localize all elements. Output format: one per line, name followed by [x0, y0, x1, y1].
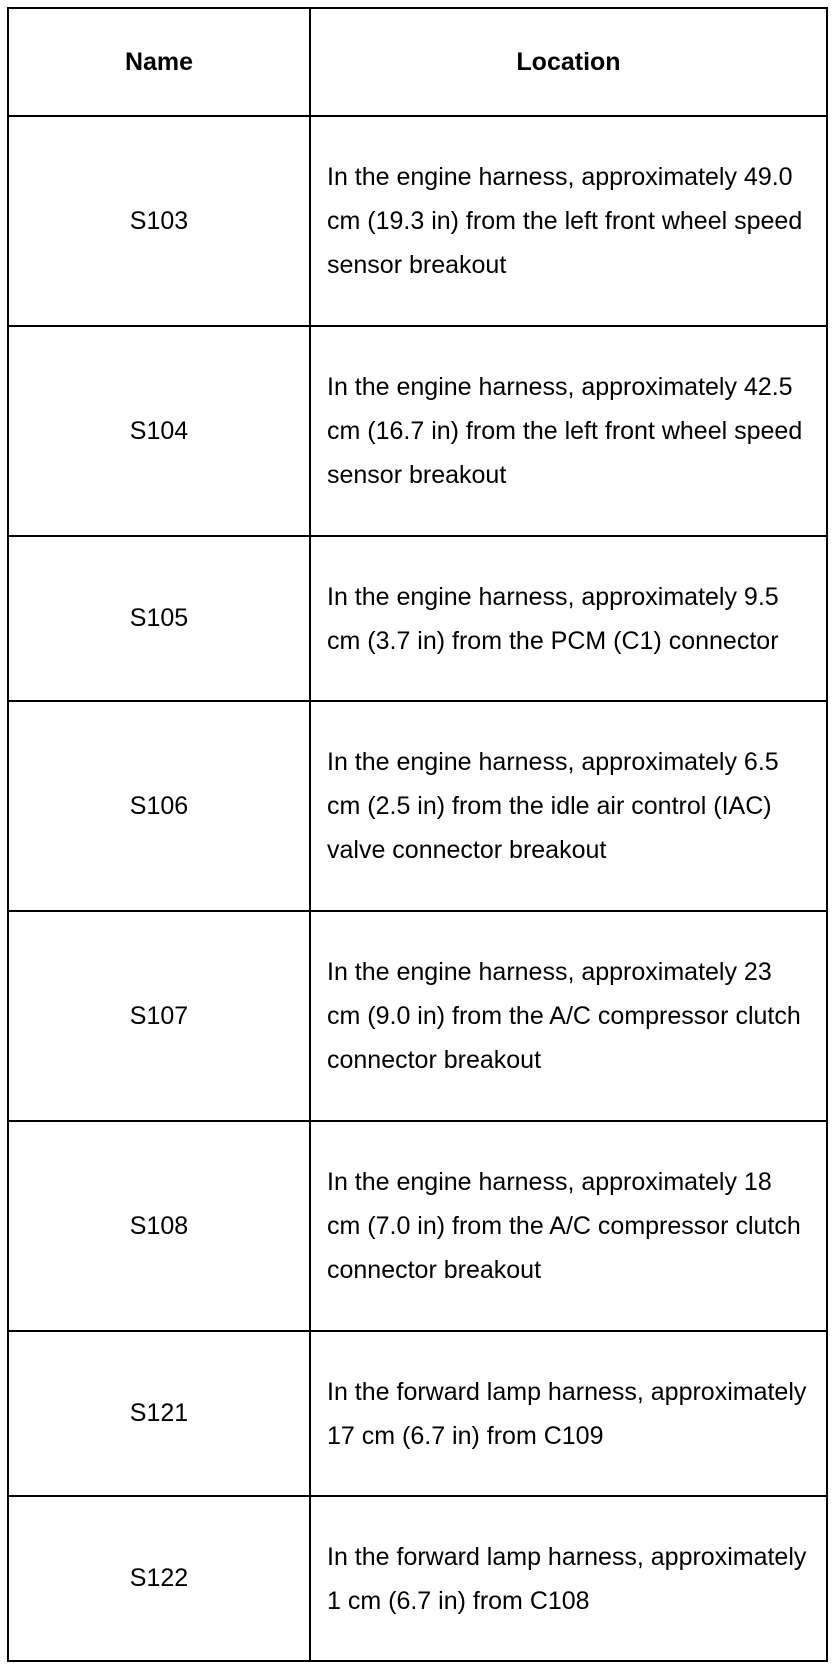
- table-row: [8, 701, 827, 911]
- splice-name: S105: [8, 536, 310, 701]
- table-row: [8, 116, 827, 326]
- splice-location: In the engine harness, approximately 9.5 cm (3.7 in) from the PCM (C1) connector: [310, 536, 827, 701]
- splice-location: In the engine harness, approximately 6.5 cm (2.5 in) from the idle air control (IAC) valve connector breakout: [310, 701, 827, 911]
- splice-name: S106: [8, 701, 310, 911]
- splice-location: In the forward lamp harness, approximately 17 cm (6.7 in) from C109: [310, 1331, 827, 1496]
- splice-name: S103: [8, 116, 310, 326]
- table-row: [8, 911, 827, 1121]
- table-row: [8, 1496, 827, 1661]
- splice-location-table: [7, 7, 828, 1662]
- splice-location: In the engine harness, approximately 49.0 cm (19.3 in) from the left front wheel speed sensor breakout: [310, 116, 827, 326]
- location-column-header: Location: [310, 8, 827, 116]
- table-row: [8, 1121, 827, 1331]
- table-row: [8, 1331, 827, 1496]
- splice-location: In the engine harness, approximately 18 cm (7.0 in) from the A/C compressor clutch connector breakout: [310, 1121, 827, 1331]
- table-row: [8, 326, 827, 536]
- splice-name: S108: [8, 1121, 310, 1331]
- table-row: [8, 536, 827, 701]
- header-row: [8, 8, 827, 116]
- name-column-header: Name: [8, 8, 310, 116]
- splice-name: S122: [8, 1496, 310, 1661]
- splice-location: In the engine harness, approximately 42.5 cm (16.7 in) from the left front wheel speed sensor breakout: [310, 326, 827, 536]
- splice-location: In the forward lamp harness, approximately 1 cm (6.7 in) from C108: [310, 1496, 827, 1661]
- splice-name: S107: [8, 911, 310, 1121]
- splice-location: In the engine harness, approximately 23 cm (9.0 in) from the A/C compressor clutch connector breakout: [310, 911, 827, 1121]
- splice-name: S104: [8, 326, 310, 536]
- splice-name: S121: [8, 1331, 310, 1496]
